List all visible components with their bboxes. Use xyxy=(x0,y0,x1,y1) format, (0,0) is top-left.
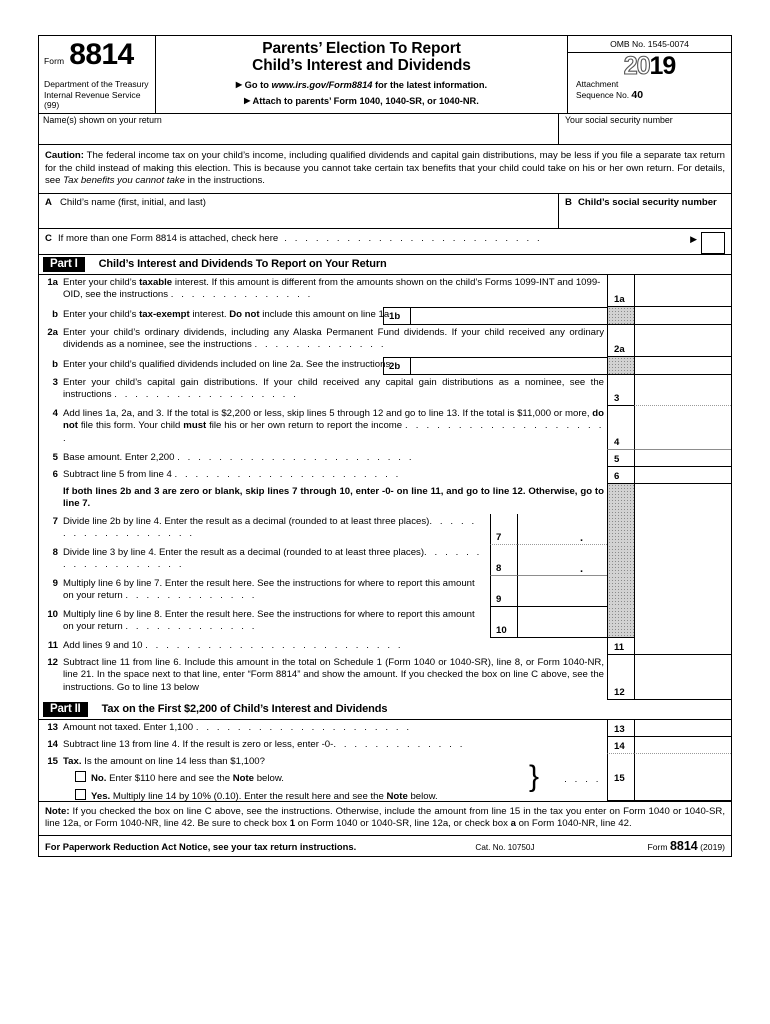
line-2b-box xyxy=(383,357,607,375)
line-4-text xyxy=(63,406,607,450)
part-1-tag: Part I xyxy=(43,257,85,272)
tax-year-prefix: 20 xyxy=(623,52,650,80)
line-14 xyxy=(39,737,731,754)
line-9-number: 9 xyxy=(52,577,58,589)
line-2a-text xyxy=(63,325,607,357)
line-1b-text-3: include this amount on line 1a xyxy=(259,308,390,320)
department-line-2: Internal Revenue Service (99) xyxy=(44,89,141,111)
form-number: 8814 xyxy=(69,38,134,71)
line-14-number: 14 xyxy=(47,738,58,750)
line-8-shaded-cell xyxy=(607,545,634,576)
line-15-question-text: Is the amount on line 14 less than $1,100? xyxy=(81,755,265,767)
line-10-number: 10 xyxy=(47,608,58,620)
line-6-number: 6 xyxy=(52,468,58,480)
leader-dots: . . . . . . . . . . . . . xyxy=(333,738,465,750)
part-2-tag: Part II xyxy=(43,702,88,717)
line-15-yes-text-2: below. xyxy=(407,790,438,802)
footer-form-id xyxy=(585,839,725,853)
line-bold-note xyxy=(39,484,731,514)
line-2a-number: 2a xyxy=(47,326,58,338)
line-2a-text-1: Enter your child’s ordinary dividends, including any Alaska Permanent Fund dividends. If your child received any ordinary dividends as a nominee, see the instructions xyxy=(63,326,604,351)
line-4 xyxy=(39,406,731,450)
form-footer xyxy=(39,836,731,856)
attachment-label: Attachment xyxy=(576,79,619,89)
part-1-body xyxy=(39,275,731,700)
line-15-text xyxy=(63,754,607,801)
line-7-cell-label: 7 xyxy=(490,514,517,545)
line-4-text-1: Add lines 1a, 2a, and 3. If the total is $2,200 or less, skip lines 5 through 12 and go to line 13. If the total is $11,000 or more, xyxy=(63,407,593,419)
line-5-text-1: Base amount. Enter 2,200 xyxy=(63,451,178,463)
line-1a-text-1: Enter your child’s xyxy=(63,276,140,288)
line-7-shaded-cell xyxy=(607,514,634,545)
line-9-amount[interactable] xyxy=(517,576,607,607)
line-11 xyxy=(39,638,731,655)
line-2b-right-spacer xyxy=(634,357,731,375)
line-14-cell-label: 14 xyxy=(607,737,634,754)
leader-dots: . . . . . . . . . . . . . . . . . . . . . . . xyxy=(177,451,415,463)
part-1-title: Child’s Interest and Dividends To Report on Your Return xyxy=(98,258,387,271)
line-3-number: 3 xyxy=(52,376,58,388)
line-12-amount[interactable] xyxy=(634,655,731,700)
header-omb-block xyxy=(568,36,731,113)
name-label: Name(s) shown on your return xyxy=(43,115,162,126)
paperwork-notice: For Paperwork Reduction Act Notice, see your tax return instructions. xyxy=(45,841,357,853)
decimal-point: . xyxy=(579,531,583,544)
attach-line xyxy=(160,95,563,108)
line-1a-amount[interactable] xyxy=(634,275,731,307)
line-10-right-spacer xyxy=(634,607,731,638)
line-10 xyxy=(39,607,731,638)
line-3-text-1: Enter your child’s capital gain distributions. If your child received any capital gain distributions as a nominee, see the instructions xyxy=(63,376,604,401)
line-13-amount[interactable] xyxy=(634,720,731,737)
row-c-multiple-forms xyxy=(39,229,731,255)
line-9-cell-label: 9 xyxy=(490,576,517,607)
header-form-identity xyxy=(39,36,156,113)
line-15-no-note: Note xyxy=(232,773,255,785)
line-11-number: 11 xyxy=(47,639,58,651)
line-14-text xyxy=(63,737,607,754)
line-13-cell-label: 13 xyxy=(607,720,634,737)
caution-text-1: The federal income tax on your child’s income, including qualified dividends and capital gain distributions, may be less if you file a separate tax return for the child instead of making this election. This is because you cannot take certain tax benefits that your child could take on his or her own return. For details, see xyxy=(45,150,725,187)
line-4-text-2: file this form. Your child xyxy=(77,420,184,432)
line-2b-text-1: Enter your child’s qualified dividends included on line 2a. See the instructions xyxy=(63,358,391,370)
footer-form-number: 8814 xyxy=(669,839,698,854)
line-8-text xyxy=(63,545,490,576)
line-7-right-spacer xyxy=(634,514,731,545)
line-1b-bold-1: tax-exempt xyxy=(139,308,190,320)
line-8-text-1: Divide line 3 by line 4. Enter the result as a decimal (rounded to at least three places) xyxy=(63,546,425,558)
row-letter-c: C xyxy=(45,232,52,244)
line-7-text-1: Divide line 2b by line 4. Enter the result as a decimal (rounded to at least three places) xyxy=(63,515,430,527)
line-2b-cell-label: 2b xyxy=(383,357,410,375)
line-10-text-1: Multiply line 6 by line 8. Enter the result here. See the instructions for where to report this amount on your return xyxy=(63,608,475,633)
line-15-yes-label: Yes. xyxy=(91,790,111,802)
line-14-text-1: Subtract line 13 from line 4. If the result is zero or less, enter -0- xyxy=(63,738,334,750)
line-11-cell-label: 11 xyxy=(607,638,634,655)
bold-note-text: If both lines 2b and 3 are zero or blank, skip lines 7 through 10, enter -0- on line 11, and go to line 12. Otherwise, go to line 7. xyxy=(63,485,604,510)
line-2b-shaded-cell xyxy=(607,357,634,375)
line-9 xyxy=(39,576,731,607)
child-name-field[interactable] xyxy=(39,194,559,228)
line-15 xyxy=(39,754,731,801)
line-8 xyxy=(39,545,731,576)
line-2a xyxy=(39,325,731,357)
line-8-cell-label: 8 xyxy=(490,545,517,576)
line-1b-text-2: interest. xyxy=(189,308,230,320)
brace-icon: } xyxy=(528,759,539,793)
note-text-1: If you checked the box on line C above, see the instructions. Otherwise, include the amount from line 15 in the tax you enter on Form 1040 or 1040-SR, line 12a, or Form 1040-NR, line 42. Be sure to check box xyxy=(45,805,725,830)
leader-dots: . . . . . . . . . . . . . . . . . . xyxy=(114,389,299,401)
attachment-sequence xyxy=(568,79,731,104)
line-2b xyxy=(39,357,731,375)
leader-dots: . . . . . . . . . . . . . . . . . . . . xyxy=(63,420,604,444)
child-ssn-field[interactable] xyxy=(559,194,731,228)
line-4-text-3: file his or her own return to report the income xyxy=(206,420,405,432)
line-7-amount[interactable] xyxy=(517,514,607,545)
line-7-text xyxy=(63,514,490,545)
leader-dots: . . . . . . . . . . . . . . xyxy=(170,289,313,301)
form-title-line-1: Parents’ Election To Report xyxy=(262,40,461,57)
note-paragraph xyxy=(39,801,731,836)
goto-prefix: Go to xyxy=(244,79,272,90)
part-2-title: Tax on the First $2,200 of Child’s Interest and Dividends xyxy=(101,703,388,716)
form-header xyxy=(39,36,731,114)
leader-dots: . . . . . . . . . . . . . . . . . . . . . . . . . xyxy=(145,639,404,651)
line-15-no-text-2: below. xyxy=(254,773,284,785)
line-3-cell-label: 3 xyxy=(607,375,634,406)
form-title-line-2: Child’s Interest and Dividends xyxy=(252,57,471,75)
line-3 xyxy=(39,375,731,406)
decimal-point: . xyxy=(579,562,583,575)
checkbox-no[interactable] xyxy=(75,771,86,782)
line-1a-cell-label: 1a xyxy=(607,275,634,307)
line-15-option-no[interactable] xyxy=(63,771,604,785)
line-1b-text xyxy=(63,307,607,325)
line-12-number: 12 xyxy=(47,656,58,668)
line-12 xyxy=(39,655,731,700)
caution-text-2: in the instructions. xyxy=(184,175,265,187)
bold-note-shade-1 xyxy=(607,484,634,514)
child-name-label: Child’s name (first, initial, and last) xyxy=(60,196,206,208)
line-1b-bold-2: Do not xyxy=(229,308,260,320)
name-field[interactable] xyxy=(39,114,559,144)
row-letter-a: A xyxy=(45,196,52,208)
note-bold-2: a xyxy=(510,818,516,830)
checkbox-yes[interactable] xyxy=(75,789,86,800)
department-line-1: Department of the Treasury xyxy=(44,79,149,89)
attach-text: Attach to parents’ Form 1040, 1040-SR, or 1040-NR. xyxy=(252,96,479,107)
line-15-amount[interactable] xyxy=(634,754,731,801)
line-1a xyxy=(39,275,731,307)
line-3-text xyxy=(63,375,607,406)
line-3-amount[interactable] xyxy=(634,375,731,406)
leader-dots: . . . . . . . . . . . . . xyxy=(125,621,258,633)
row-c-label: If more than one Form 8814 is attached, check here xyxy=(58,232,279,244)
line-6 xyxy=(39,467,731,484)
line-1b xyxy=(39,307,731,325)
line-1a-number: 1a xyxy=(47,276,58,288)
line-4-bold-2: must xyxy=(183,420,207,432)
line-1b-number: b xyxy=(52,308,58,320)
line-8-right-spacer xyxy=(634,545,731,576)
caution-italic: Tax benefits you cannot take xyxy=(63,175,185,187)
irs-form-8814 xyxy=(38,35,732,857)
leader-dots: . . . . . . . . . . . . . xyxy=(254,339,387,351)
leader-dots: . . . . xyxy=(564,773,601,785)
line-2b-amount[interactable] xyxy=(410,357,607,375)
line-15-no-label: No. xyxy=(91,773,107,785)
caution-paragraph xyxy=(39,145,731,194)
child-name-ssn-row xyxy=(39,194,731,229)
line-10-cell-label: 10 xyxy=(490,607,517,638)
line-2a-cell-label: 2a xyxy=(607,325,634,357)
line-6-amount[interactable] xyxy=(634,467,731,484)
line-1a-text xyxy=(63,275,607,307)
tax-year-block xyxy=(568,54,731,79)
ssn-label: Your social security number xyxy=(565,115,673,126)
line-8-number: 8 xyxy=(52,546,58,558)
line-4-cell-label: 4 xyxy=(607,406,634,450)
line-2a-amount[interactable] xyxy=(634,325,731,357)
form-label: Form xyxy=(44,56,65,66)
caution-label: Caution: xyxy=(45,150,84,162)
line-11-amount[interactable] xyxy=(634,638,731,655)
line-1b-cell-label: 1b xyxy=(383,307,410,325)
line-6-text xyxy=(63,467,607,484)
line-2b-text xyxy=(63,357,607,375)
leader-dots: . . . . . . . . . . . . . . . . . . xyxy=(63,515,477,540)
name-ssn-row xyxy=(39,114,731,145)
line-13-text-1: Amount not taxed. Enter 1,100 xyxy=(63,721,196,733)
line-11-text-1: Add lines 9 and 10 xyxy=(63,639,146,651)
leader-dots: . . . . . . . . . . . . . . . . . . . . . xyxy=(195,721,412,733)
header-title-block xyxy=(156,36,568,113)
line-5-text xyxy=(63,450,607,467)
sequence-number: 40 xyxy=(631,89,644,102)
department-block xyxy=(44,79,150,111)
goto-url[interactable]: www.irs.gov/Form8814 xyxy=(271,79,373,90)
line-10-amount[interactable] xyxy=(517,607,607,638)
line-5-cell-label: 5 xyxy=(607,450,634,467)
line-13 xyxy=(39,720,731,737)
line-15-yes-note: Note xyxy=(386,790,408,802)
line-5-number: 5 xyxy=(52,451,58,463)
line-13-text xyxy=(63,720,607,737)
bold-note-spacer xyxy=(634,484,731,514)
ssn-field[interactable] xyxy=(559,114,731,144)
line-6-text-1: Subtract line 5 from line 4 xyxy=(63,468,175,480)
line-12-text: Subtract line 11 from line 6. Include this amount in the total on Schedule 1 (Form 1040 or 1040-SR), line 8, or Form 1040-NR, line 21. In the space next to that line, enter “Form 8814” and show the amount. If you checked the box on line C above, see the instructions. Go to line 13 below xyxy=(63,656,604,693)
line-15-question xyxy=(63,756,604,768)
note-text-3: on Form 1040-NR, line 42. xyxy=(515,818,632,830)
line-1a-bold-1: taxable xyxy=(139,276,173,288)
row-letter-b: B xyxy=(565,196,572,208)
line-13-number: 13 xyxy=(47,721,58,733)
line-5 xyxy=(39,450,731,467)
line-9-text xyxy=(63,576,490,607)
line-1b-box xyxy=(383,307,607,325)
leader-dots: . . . . . . . . . . . . . . . . . . . . . . xyxy=(174,468,401,480)
part-2-header xyxy=(39,700,731,720)
omb-number: OMB No. 1545-0074 xyxy=(568,36,731,53)
footer-form-label: Form xyxy=(647,842,668,853)
line-4-amount[interactable] xyxy=(634,406,731,450)
line-9-shaded-cell xyxy=(607,576,634,607)
leader-dots: . . . . . . . . . . . . . . . . . . . . . . . . . xyxy=(284,232,543,244)
arrow-icon: ▶ xyxy=(244,96,251,106)
line-9-text-1: Multiply line 6 by line 7. Enter the result here. See the instructions for where to report this amount on your return xyxy=(63,577,475,602)
line-10-shaded-cell xyxy=(607,607,634,638)
leader-dots: . . . . . . . . . . . . . . . . . . xyxy=(63,546,482,571)
note-bold-1: 1 xyxy=(289,818,296,830)
line-8-amount[interactable] xyxy=(517,545,607,576)
line-1b-right-spacer xyxy=(634,307,731,325)
line-15-cell-label: 15 xyxy=(607,754,634,801)
line-7-number: 7 xyxy=(52,515,58,527)
sequence-label: Sequence No. xyxy=(576,90,630,101)
line-5-amount[interactable] xyxy=(634,450,731,467)
footer-form-year: (2019) xyxy=(700,842,725,853)
line-1b-shaded-cell xyxy=(607,307,634,325)
line-1a-text-2: interest. If this amount is different from the amounts shown on the child’s Forms 1099-INT and 1099-OID, see the instructions xyxy=(63,276,601,301)
line-1b-text-1: Enter your child’s xyxy=(63,308,140,320)
note-text-2: on Form 1040 or 1040-SR, line 12a, or check box xyxy=(295,818,511,830)
goto-suffix: for the latest information. xyxy=(372,79,488,90)
line-6-cell-label: 6 xyxy=(607,467,634,484)
line-10-text xyxy=(63,607,490,638)
row-c-checkbox[interactable] xyxy=(701,232,725,254)
child-ssn-label: Child’s social security number xyxy=(578,196,717,208)
tax-year-suffix: 19 xyxy=(649,52,676,80)
line-15-tax-label: Tax. xyxy=(63,755,82,767)
part-1-header xyxy=(39,255,731,275)
line-4-bold-1: do not xyxy=(63,407,604,432)
arrow-icon: ▶ xyxy=(690,233,697,244)
line-12-cell-label: 12 xyxy=(607,655,634,700)
arrow-icon: ▶ xyxy=(235,79,243,89)
line-15-no-text-1: Enter $110 here and see the xyxy=(106,773,233,785)
note-label: Note: xyxy=(45,805,70,817)
part-2-body xyxy=(39,720,731,801)
line-2b-number: b xyxy=(52,358,58,370)
leader-dots: . . . . . . . . . . . . . xyxy=(125,590,258,602)
line-15-option-yes[interactable] xyxy=(63,789,604,803)
line-11-text xyxy=(63,638,607,655)
line-14-amount[interactable] xyxy=(634,737,731,754)
line-15-number: 15 xyxy=(47,755,58,767)
line-1b-amount[interactable] xyxy=(410,307,607,325)
line-7 xyxy=(39,514,731,545)
line-15-yes-text-1: Multiply line 14 by 10% (0.10). Enter the result here and see the xyxy=(110,790,387,802)
goto-line xyxy=(160,79,563,92)
line-4-number: 4 xyxy=(52,407,58,419)
line-9-right-spacer xyxy=(634,576,731,607)
catalog-number: Cat. No. 10750J xyxy=(475,843,535,853)
